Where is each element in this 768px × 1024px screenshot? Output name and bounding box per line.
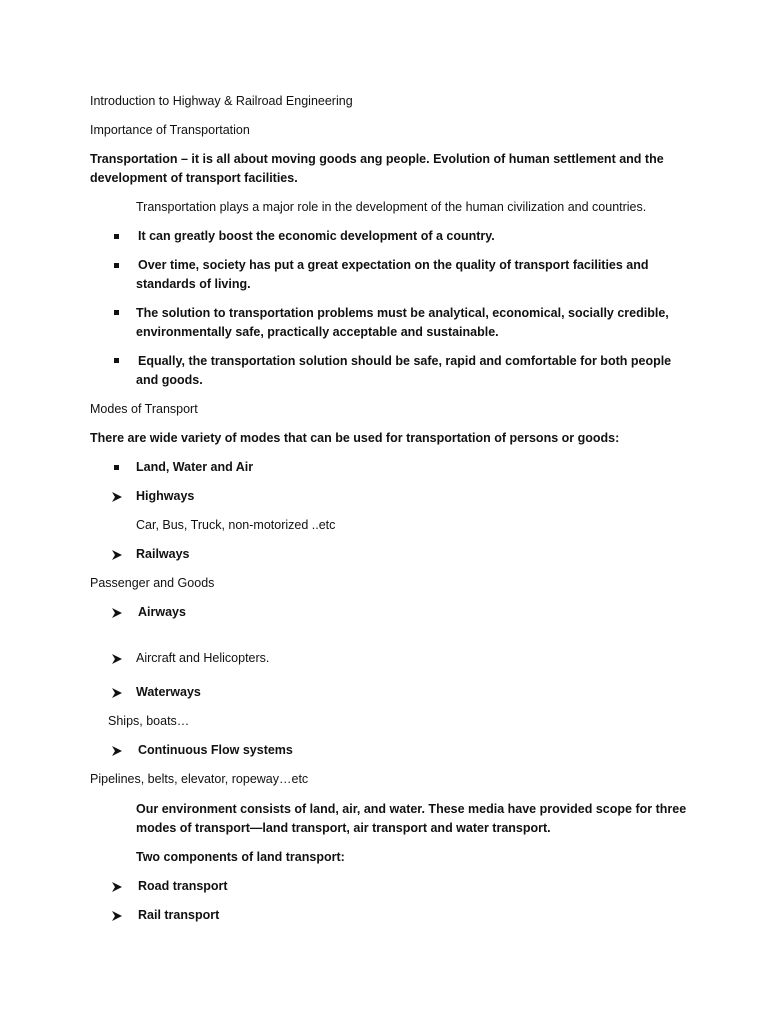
- airways-description: Aircraft and Helicopters.: [136, 651, 270, 665]
- role-paragraph: Transportation plays a major role in the development of the human civilization and countries.: [136, 200, 647, 214]
- waterways-description: Ships, boats…: [108, 714, 190, 728]
- mode-waterways: Waterways: [136, 685, 201, 699]
- bullet-2-line-1: Over time, society has put a great expectation on the quality of transport facilities and: [138, 258, 649, 272]
- square-bullet-icon: [114, 465, 119, 470]
- rail-transport: Rail transport: [138, 908, 220, 922]
- document-title: Introduction to Highway & Railroad Engineering: [90, 94, 353, 108]
- definition-line-1: Transportation – it is all about moving goods ang people. Evolution of human settlement and the: [90, 152, 664, 166]
- mode-railways: Railways: [136, 547, 190, 561]
- mode-highways: Highways: [136, 489, 195, 503]
- square-bullet-icon: [114, 310, 119, 315]
- land-water-air: Land, Water and Air: [136, 460, 254, 474]
- bullet-4-line-1: Equally, the transportation solution should be safe, rapid and comfortable for both people: [138, 354, 672, 368]
- land-transport-components: Two components of land transport:: [136, 850, 345, 864]
- mode-airways: Airways: [138, 605, 186, 619]
- definition-line-2: development of transport facilities.: [90, 171, 298, 185]
- arrow-bullet-icon: [111, 654, 123, 664]
- arrow-bullet-icon: [111, 550, 123, 560]
- highways-description: Car, Bus, Truck, non-motorized ..etc: [136, 518, 336, 532]
- arrow-bullet-icon: [111, 492, 123, 502]
- bullet-3-line-2: environmentally safe, practically acceptable and sustainable.: [136, 325, 499, 339]
- arrow-bullet-icon: [111, 746, 123, 756]
- square-bullet-icon: [114, 358, 119, 363]
- mode-continuous-flow: Continuous Flow systems: [138, 743, 293, 757]
- environment-line-2: modes of transport—land transport, air transport and water transport.: [136, 821, 551, 835]
- bullet-1-line-1: It can greatly boost the economic development of a country.: [138, 229, 495, 243]
- modes-intro: There are wide variety of modes that can be used for transportation of persons or goods:: [90, 431, 620, 445]
- bullet-4-line-2: and goods.: [136, 373, 203, 387]
- square-bullet-icon: [114, 263, 119, 268]
- square-bullet-icon: [114, 234, 119, 239]
- heading-importance: Importance of Transportation: [90, 123, 250, 137]
- arrow-bullet-icon: [111, 608, 123, 618]
- arrow-bullet-icon: [111, 882, 123, 892]
- railways-description: Passenger and Goods: [90, 576, 215, 590]
- road-transport: Road transport: [138, 879, 228, 893]
- arrow-bullet-icon: [111, 688, 123, 698]
- bullet-3-line-1: The solution to transportation problems must be analytical, economical, socially credible,: [136, 306, 669, 320]
- continuous-description: Pipelines, belts, elevator, ropeway…etc: [90, 772, 309, 786]
- arrow-bullet-icon: [111, 911, 123, 921]
- environment-line-1: Our environment consists of land, air, and water. These media have provided scope for three: [136, 802, 687, 816]
- bullet-2-line-2: standards of living.: [136, 277, 251, 291]
- heading-modes: Modes of Transport: [90, 402, 198, 416]
